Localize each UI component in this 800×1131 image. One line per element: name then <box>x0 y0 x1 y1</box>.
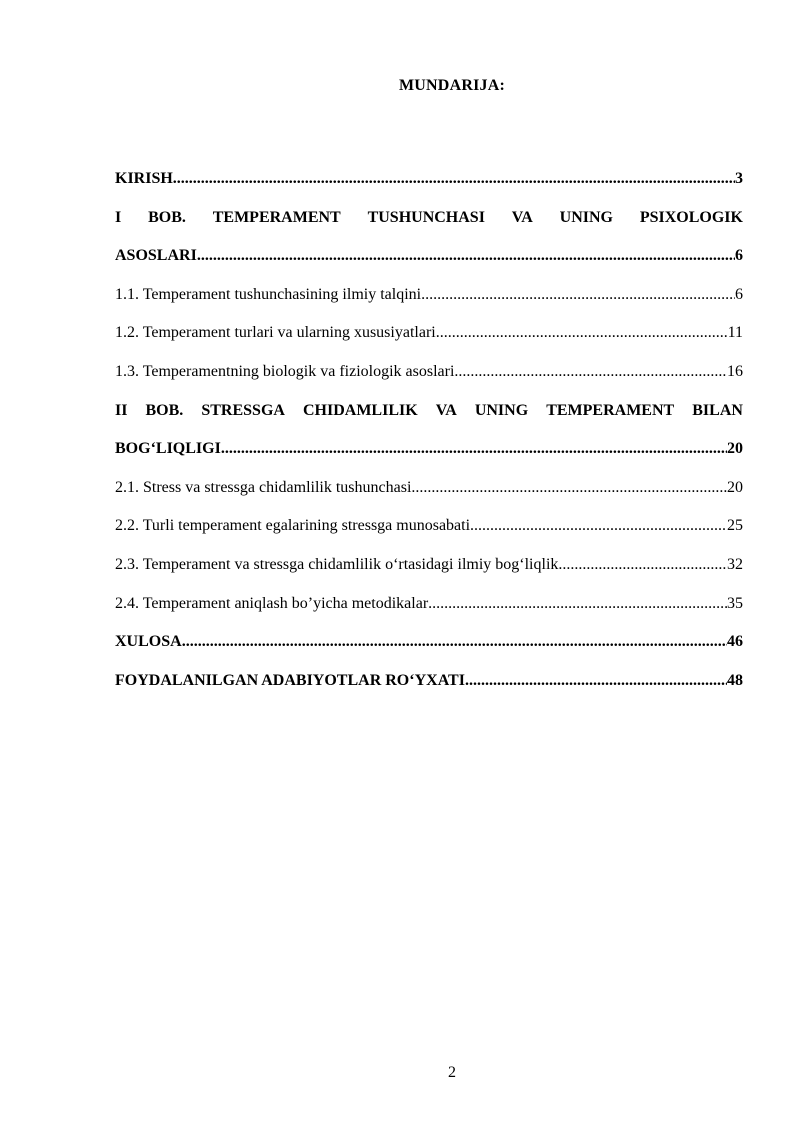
toc-entry-page: 6 <box>735 247 743 265</box>
toc-entry-1-3[interactable] <box>115 357 743 387</box>
dot-leader <box>221 434 727 464</box>
toc-entry-2-2[interactable] <box>115 511 743 541</box>
toc-entry-page: 35 <box>727 594 743 612</box>
dot-leader <box>428 589 727 619</box>
dot-leader <box>470 511 727 541</box>
dot-leader <box>182 627 727 657</box>
toc-entry-page: 32 <box>727 555 743 573</box>
page-number: 2 <box>448 1064 456 1081</box>
toc-entry-heading-line <box>115 241 743 271</box>
heading-word: II <box>115 401 128 419</box>
toc-entry-adabiyotlar[interactable] <box>115 666 743 696</box>
toc-entry-1-1[interactable] <box>115 280 743 310</box>
toc-entry-label: ASOSLARI <box>115 247 197 265</box>
heading-word: CHIDAMLILIK <box>302 401 418 419</box>
heading-word: PSIXOLOGIK <box>639 208 743 226</box>
toc-entry-label: 1.2. Temperament turlari va ularning xususiyatlari <box>115 324 436 342</box>
page-title: MUNDARIJA: <box>399 77 505 94</box>
toc-entry-2-1[interactable] <box>115 473 743 503</box>
toc-entry-label: FOYDALANILGAN ADABIYOTLAR RO‘YXATI <box>115 671 465 689</box>
toc-entry-page: 20 <box>727 440 743 458</box>
toc-entry-label: 1.3. Temperamentning biologik va fiziologik asoslari <box>115 362 455 380</box>
toc-entry-page: 16 <box>727 362 743 380</box>
dot-leader <box>436 318 728 348</box>
toc-entry-bob-2[interactable] <box>115 396 743 465</box>
toc-entry-page: 25 <box>727 517 743 535</box>
toc-entry-kirish[interactable] <box>115 164 743 194</box>
toc-entry-2-4[interactable] <box>115 589 743 619</box>
heading-word: I <box>115 208 122 226</box>
heading-word: VA <box>435 401 457 419</box>
toc-entry-1-2[interactable] <box>115 318 743 348</box>
heading-word: TUSHUNCHASI <box>367 208 485 226</box>
toc-entry-page: 3 <box>735 170 743 187</box>
dot-leader <box>197 241 735 271</box>
toc-entry-label: 2.3. Temperament va stressga chidamlilik o‘rtasidagi ilmiy bog‘liqlik <box>115 555 559 573</box>
dot-leader <box>173 164 735 194</box>
toc-entry-label: 1.1. Temperament tushunchasining ilmiy talqini <box>115 285 422 303</box>
toc-entry-page: 48 <box>727 671 743 689</box>
toc-entry-heading-line <box>115 434 743 464</box>
toc-entry-label: XULOSA <box>115 633 182 651</box>
heading-word: BOB. <box>145 401 184 419</box>
dot-leader <box>421 280 735 310</box>
heading-word: UNING <box>559 208 613 226</box>
toc-entry-page: 11 <box>727 324 743 342</box>
dot-leader <box>454 357 727 387</box>
toc-entry-page: 6 <box>735 285 743 303</box>
dot-leader <box>465 666 727 696</box>
toc-entry-label: BOG‘LIQLIGI <box>115 440 221 458</box>
heading-word: VA <box>511 208 533 226</box>
dot-leader <box>411 473 727 503</box>
toc-entry-label: 2.2. Turli temperament egalarining stressga munosabati <box>115 517 471 535</box>
heading-word: TEMPERAMENT <box>546 401 675 419</box>
toc-entry-heading-line <box>115 396 743 435</box>
heading-word: STRESSGA <box>201 401 285 419</box>
heading-word: BILAN <box>692 401 743 419</box>
toc-entry-bob-1[interactable] <box>115 203 743 272</box>
toc-entry-label: KIRISH <box>115 170 173 187</box>
dot-leader <box>558 550 727 580</box>
heading-word: BOB. <box>148 208 186 226</box>
toc-entry-xulosa[interactable] <box>115 627 743 657</box>
toc-entry-heading-line <box>115 203 743 242</box>
toc-entry-label: 2.1. Stress va stressga chidamlilik tushunchasi <box>115 478 412 496</box>
toc-entry-page: 46 <box>727 633 743 651</box>
heading-word: TEMPERAMENT <box>212 208 341 226</box>
toc-entry-label: 2.4. Temperament aniqlash bo’yicha metodikalar <box>115 594 429 612</box>
toc-entry-2-3[interactable] <box>115 550 743 580</box>
toc-entry-page: 20 <box>727 478 743 496</box>
table-of-contents <box>115 164 743 704</box>
heading-word: UNING <box>474 401 529 419</box>
